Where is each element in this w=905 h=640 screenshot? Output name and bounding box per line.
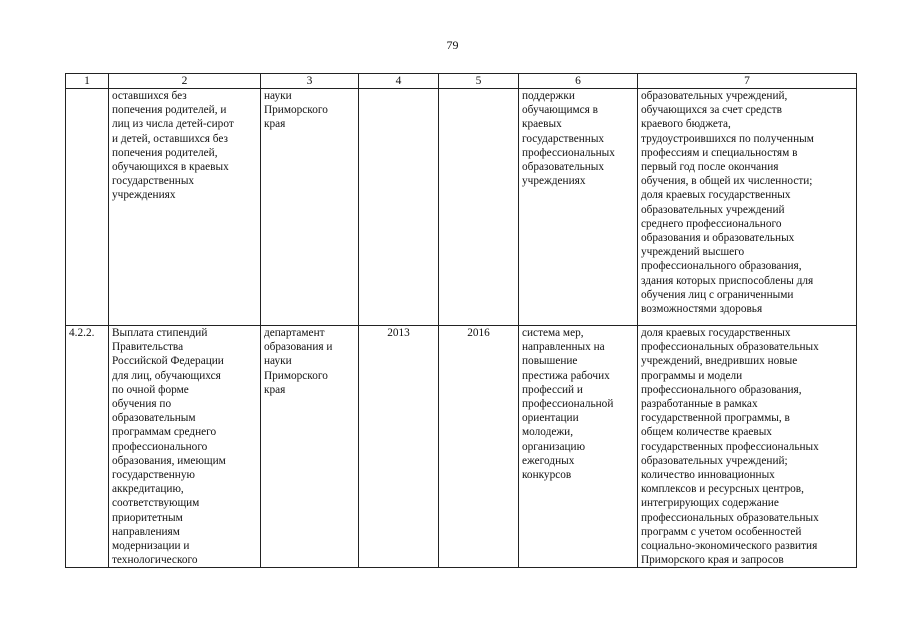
cell-text-line: доля краевых государственных xyxy=(641,327,791,339)
table-header-row xyxy=(66,74,857,89)
cell-text-line: профессионального xyxy=(112,440,208,453)
start-year-cell xyxy=(359,89,439,326)
executor-cell xyxy=(261,326,359,568)
cell-text-line: государственных xyxy=(112,175,195,188)
cell-text-line: аккредитацию, xyxy=(112,483,184,496)
cell-text-line: обучающихся в краевых xyxy=(112,161,229,174)
cell-text-line: возможностями здоровья xyxy=(641,303,763,316)
cell-text-line: краевых xyxy=(522,118,562,131)
cell-text-line: конкурсов xyxy=(522,469,572,482)
cell-text-line: программы и модели xyxy=(641,369,743,382)
program-table xyxy=(65,73,857,568)
cell-text-line: молодежи, xyxy=(522,426,574,439)
cell-text-line: направленных на xyxy=(522,341,605,354)
cell-text-line: обучения, в общей их численности; xyxy=(641,175,813,188)
executor-cell xyxy=(261,89,359,326)
cell-text-line: программам среднего xyxy=(112,426,217,439)
item-number-cell: 4.2.2. xyxy=(66,326,109,568)
cell-text-line: учреждениях xyxy=(522,175,586,188)
cell-text-line: государственную xyxy=(112,469,195,482)
cell-text-line: оставшихся без xyxy=(112,90,187,102)
table-row xyxy=(66,326,857,568)
indicators-cell xyxy=(638,326,857,568)
cell-text-line: профессий и xyxy=(522,383,583,396)
cell-text-line: среднего профессионального xyxy=(641,217,782,230)
cell-text-line: департамент xyxy=(264,327,325,339)
cell-text-line: Приморского xyxy=(264,369,328,382)
column-header: 4 xyxy=(359,74,439,89)
cell-text-line: престижа рабочих xyxy=(522,369,610,382)
cell-text-line: технологического xyxy=(112,554,198,567)
cell-text-line: доля краевых государственных xyxy=(641,189,791,202)
cell-text-line: модернизации и xyxy=(112,540,190,553)
column-header: 1 xyxy=(66,74,109,89)
cell-text-line: образовательным xyxy=(112,412,196,425)
cell-text-line: система мер, xyxy=(522,327,584,339)
cell-text-line: поддержки xyxy=(522,90,575,102)
start-year-cell: 2013 xyxy=(359,326,439,568)
indicators-cell xyxy=(638,89,857,326)
cell-text-line: образования и xyxy=(264,341,333,354)
cell-text-line: Приморского xyxy=(264,104,328,117)
cell-text-line: профессионального образования, xyxy=(641,260,802,273)
cell-text-line: образования и образовательных xyxy=(641,232,795,245)
cell-text-line: профессионального образования, xyxy=(641,383,802,396)
column-header: 7 xyxy=(638,74,857,89)
cell-text-line: обучающимся в xyxy=(522,104,599,117)
cell-text-line: обучающихся за счет средств xyxy=(641,104,782,117)
cell-text-line: лиц из числа детей-сирот xyxy=(112,118,234,131)
end-year-cell: 2016 xyxy=(439,326,519,568)
cell-text-line: образовательных учреждений xyxy=(641,203,785,216)
cell-text-line: организацию xyxy=(522,440,586,453)
cell-text-line: и детей, оставшихся без xyxy=(112,132,228,145)
cell-text-line: ориентации xyxy=(522,412,579,425)
cell-text-line: профессиональных xyxy=(522,146,615,159)
event-cell xyxy=(109,326,261,568)
cell-text-line: Российской Федерации xyxy=(112,355,224,368)
cell-text-line: программ с учетом особенностей xyxy=(641,525,802,538)
cell-text-line: науки xyxy=(264,90,292,102)
cell-text-line: образовательных учреждений; xyxy=(641,454,788,467)
column-header: 3 xyxy=(261,74,359,89)
cell-text-line: Правительства xyxy=(112,341,184,354)
cell-text-line: государственных профессиональных xyxy=(641,440,819,453)
cell-text-line: трудоустроившихся по полученным xyxy=(641,132,814,145)
cell-text-line: социально-экономического развития xyxy=(641,540,818,553)
cell-text-line: краевого бюджета, xyxy=(641,118,731,131)
column-header: 5 xyxy=(439,74,519,89)
cell-text-line: обучения лиц с ограниченными xyxy=(641,288,794,301)
column-header: 2 xyxy=(109,74,261,89)
expected-result-cell xyxy=(519,89,638,326)
cell-text-line: учреждений, внедривших новые xyxy=(641,355,798,368)
cell-text-line: образовательных xyxy=(522,161,605,174)
cell-text-line: повышение xyxy=(522,355,578,368)
cell-text-line: попечения родителей, xyxy=(112,146,218,159)
cell-text-line: по очной форме xyxy=(112,383,189,396)
table-row xyxy=(66,89,857,326)
cell-text-line: профессиональных образовательных xyxy=(641,511,819,524)
expected-result-cell xyxy=(519,326,638,568)
cell-text-line: количество инновационных xyxy=(641,469,775,482)
cell-text-line: направлениям xyxy=(112,525,180,538)
cell-text-line: края xyxy=(264,118,286,131)
cell-text-line: края xyxy=(264,383,286,396)
cell-text-line: образовательных учреждений, xyxy=(641,90,788,102)
cell-text-line: Приморского края и запросов xyxy=(641,554,784,567)
page-number: 79 xyxy=(446,38,459,52)
cell-text-line: здания которых приспособлены для xyxy=(641,274,814,287)
cell-text-line: Выплата стипендий xyxy=(112,327,208,339)
cell-text-line: комплексов и ресурсных центров, xyxy=(641,483,804,496)
cell-text-line: профессиональной xyxy=(522,398,614,411)
cell-text-line: учреждениях xyxy=(112,189,176,202)
cell-text-line: учреждений высшего xyxy=(641,246,745,259)
cell-text-line: ежегодных xyxy=(522,454,575,467)
cell-text-line: общем количестве краевых xyxy=(641,426,772,439)
item-number-cell xyxy=(66,89,109,326)
cell-text-line: государственной программы, в xyxy=(641,412,790,425)
cell-text-line: профессиям и специальностям в xyxy=(641,146,798,159)
cell-text-line: обучения по xyxy=(112,398,172,411)
cell-text-line: попечения родителей, и xyxy=(112,104,227,117)
cell-text-line: разработанные в рамках xyxy=(641,398,758,411)
cell-text-line: профессиональных образовательных xyxy=(641,341,819,354)
cell-text-line: для лиц, обучающихся xyxy=(112,369,221,382)
cell-text-line: первый год после окончания xyxy=(641,161,779,174)
cell-text-line: интегрирующих содержание xyxy=(641,497,779,510)
cell-text-line: соответствующим xyxy=(112,497,200,510)
cell-text-line: науки xyxy=(264,355,292,368)
cell-text-line: приоритетным xyxy=(112,511,183,524)
column-header: 6 xyxy=(519,74,638,89)
cell-text-line: образования, имеющим xyxy=(112,454,226,467)
cell-text-line: государственных xyxy=(522,132,605,145)
end-year-cell xyxy=(439,89,519,326)
event-cell xyxy=(109,89,261,326)
